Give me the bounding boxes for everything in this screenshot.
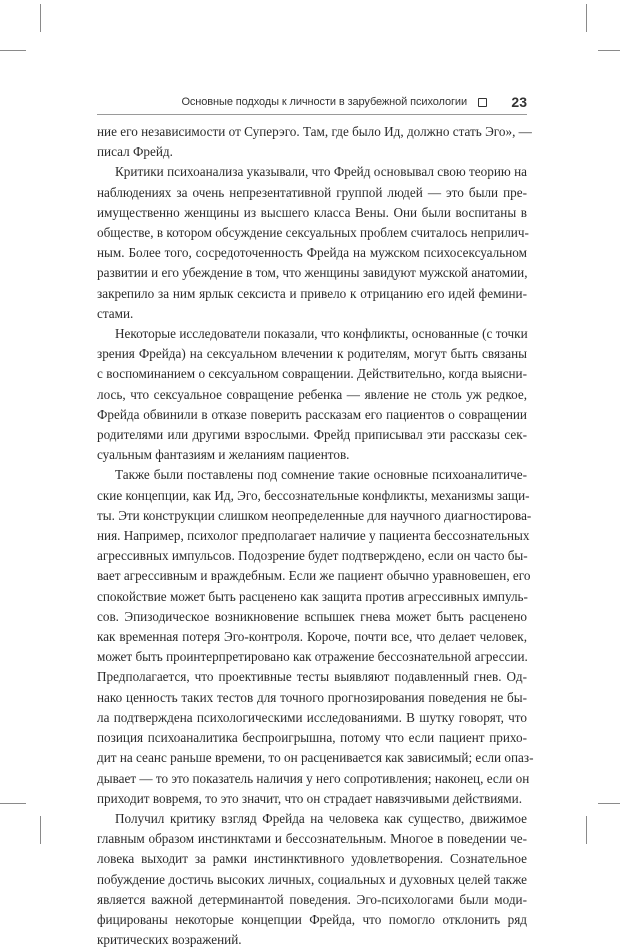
paragraph <box>97 809 527 950</box>
text-line: лось, что сексуальное совращение ребенка — явление не столь уж редкое, <box>97 386 527 402</box>
crop-mark-bottom-left-horizontal <box>0 803 26 804</box>
text-line: может быть проинтерпретировано как отражение бессознательной агрессии. <box>97 649 528 665</box>
crop-mark-bottom-right-horizontal <box>598 803 620 804</box>
paragraph <box>97 122 532 162</box>
text-line: дит на сеанс раньше времени, то он расценивается как зависимый; если опаз- <box>97 750 534 766</box>
text-line: наблюдениях за очень непрезентативной группой людей — это были пре- <box>97 184 527 200</box>
text-line: главным образом инстинктами и бессознательным. Многое в поведении че- <box>97 831 527 847</box>
text-line: ские концепции, как Ид, Эго, бессознательные конфликты, механизмы защи- <box>97 487 530 503</box>
text-line: сов. Эпизодическое возникновение вспышек гнева может быть расценено <box>97 608 527 624</box>
text-line: ты. Эти конструкции слишком неопределенные для научного диагностирова- <box>97 507 532 523</box>
text-line: Получил критику взгляд Фрейда на человека как существо, движимое <box>115 810 527 826</box>
text-line: с воспоминанием о сексуальном совращении. Действительно, когда выясни- <box>97 366 527 382</box>
text-line: позиция психоаналитика беспроигрышна, потому что если пациент прихо- <box>97 730 527 746</box>
text-line: ловека выходит за рамки инстинктивного удовлетворения. Сознательное <box>97 851 527 867</box>
text-line: ным. Более того, сосредоточенность Фрейда на мужском психосексуальном <box>97 245 527 261</box>
paragraph <box>97 465 534 808</box>
text-line: ния. Например, психолог предполагает наличие у пациента бессознательных <box>97 528 530 544</box>
text-line: стами. <box>97 305 134 321</box>
text-line: суальным фантазиям и желаниям пациентов. <box>97 447 350 463</box>
text-line: приходит вовремя, то это значит, что он страдает навязчивыми действиями. <box>97 790 523 806</box>
text-line: побуждение достичь высоких личных, социальных и духовных целей также <box>97 871 527 887</box>
text-line: писал Фрейд. <box>97 144 173 160</box>
crop-mark-top-left-horizontal <box>0 50 26 51</box>
crop-mark-bottom-left-vertical <box>40 816 41 844</box>
text-line: фицированы некоторые концепции Фрейда, что помогло отклонить ряд <box>97 911 527 927</box>
text-line: вает агрессивным и враждебным. Если же пациент обычно уравновешен, его <box>97 568 531 584</box>
text-line: родителями или другими взрослыми. Фрейд приписывал эти рассказы сек- <box>97 427 527 443</box>
text-line: ла подтверждена психологическими исследованиями. В шутку говорят, что <box>97 709 527 725</box>
text-line: спокойствие может быть расценено как защита против агрессивных импуль- <box>97 588 528 604</box>
crop-mark-top-right-horizontal <box>598 50 620 51</box>
text-line: имущественно женщины из высшего класса Вены. Они были воспитаны в <box>97 204 527 220</box>
paragraph <box>97 324 527 465</box>
text-line: является важной детерминантой поведения. Эго-психологами были моди- <box>97 891 527 907</box>
text-line: обществе, в котором обсуждение сексуальных проблем считалось неприлич- <box>97 225 529 241</box>
paragraph <box>97 162 527 324</box>
text-line: Критики психоанализа указывали, что Фрейд основывал свою теорию на <box>115 164 527 180</box>
running-title: Основные подходы к личности в зарубежной психологии <box>181 96 467 108</box>
text-line: Предполагается, что проективные тесты выявляют подавленный гнев. Од- <box>97 669 527 685</box>
text-line: Некоторые исследователи показали, что конфликты, основанные (с точки <box>115 326 528 342</box>
text-line: развитии и его убеждение в том, что женщины завидуют мужской анатомии, <box>97 265 528 281</box>
square-bullet-icon <box>478 98 487 107</box>
text-line: дывает — то это показатель наличия у него сопротивления; наконец, если он <box>97 770 530 786</box>
text-line: ние его независимости от Суперэго. Там, где было Ид, должно стать Эго», — <box>97 124 532 139</box>
crop-mark-bottom-right-vertical <box>586 816 587 844</box>
text-line: критических возражений. <box>97 932 242 948</box>
text-line: Фрейда обвинили в отказе поверить рассказам его пациентов о совращении <box>97 406 527 422</box>
page-number: 23 <box>511 94 527 110</box>
text-line: зрения Фрейда) на сексуальном влечении к родителям, могут быть связаны <box>97 346 527 362</box>
crop-mark-top-right-vertical <box>586 4 587 32</box>
text-line: Также были поставлены под сомнение такие основные психоаналитиче- <box>115 467 527 483</box>
text-line: закрепило за ним ярлык сексиста и привело к отрицанию его идей фемини- <box>97 285 527 301</box>
running-header <box>97 94 527 115</box>
text-line: как временная потеря Эго-контроля. Короче, почти все, что делает человек, <box>97 629 527 645</box>
crop-mark-top-left-vertical <box>40 4 41 32</box>
text-line: нако ценность таких тестов для точного прогнозирования поведения не бы- <box>97 689 527 705</box>
text-line: агрессивных импульсов. Подозрение будет подтверждено, если он часто бы- <box>97 548 528 564</box>
body-text <box>97 122 534 950</box>
